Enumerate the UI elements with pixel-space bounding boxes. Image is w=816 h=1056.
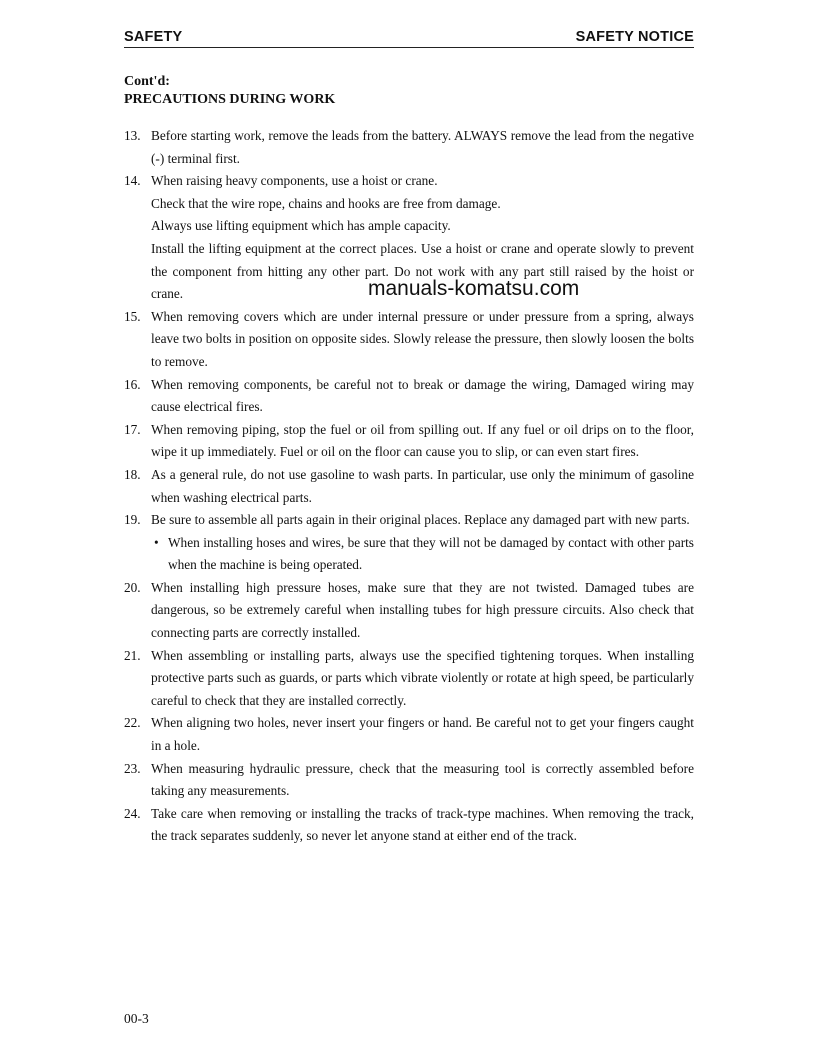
item-text: Before starting work, remove the leads from the battery. ALWAYS remove the lead from the negative (-) terminal first. [151,128,694,166]
list-item [124,577,694,645]
item-number: 17. [124,421,141,437]
item-text: Always use lifting equipment which has ample capacity. [151,218,451,234]
list-item [124,509,694,577]
item-text: When removing piping, stop the fuel or oil from spilling out. If any fuel or oil drips on to the floor, wipe it up immediately. Fuel or oil on the floor can cause you to slip, or can even start fires. [151,421,694,460]
item-number: 21. [124,647,141,663]
list-item [124,464,694,509]
list-item [124,306,694,374]
item-number: 18. [124,466,141,482]
item-text: When aligning two holes, never insert your fingers or hand. Be careful not to get your fingers caught in a hole. [151,715,694,754]
item-text: When removing covers which are under internal pressure or under pressure from a spring, always leave two bolts in position on opposite sides. Slowly release the pressure, then slowly loosen the bolts to remove. [151,308,694,369]
item-number: 24. [124,805,141,821]
item-number: 22. [124,715,141,731]
item-text: When assembling or installing parts, always use the specified tightening torques. When installing protective parts such as guards, or parts which vibrate violently or rotate at high speed, be particularly careful to check that they are installed correctly. [151,647,694,708]
item-text: Take care when removing or installing the tracks of track-type machines. When removing the track, the track separates suddenly, so never let anyone stand at either end of the track. [151,805,694,844]
continued-label: Cont'd: [124,74,170,89]
page-header [124,28,694,48]
item-text: Check that the wire rope, chains and hooks are free from damage. [151,195,501,211]
item-number: 23. [124,760,141,776]
list-item [124,125,694,170]
item-number: 14. [124,173,141,189]
list-item [124,712,694,757]
item-number: 15. [124,308,141,324]
item-text: When measuring hydraulic pressure, check that the measuring tool is correctly assembled before taking any measurements. [151,760,694,799]
item-text: Install the lifting equipment at the correct places. Use a hoist or crane and operate slowly to prevent the component from hitting any other part. Do not work with any part still raised by the hoist or crane. [151,240,694,302]
list-item [124,758,694,803]
bullet-icon: • [154,534,159,550]
item-text: When removing components, be careful not to break or damage the wiring, Damaged wiring may cause electrical fires. [151,376,694,415]
list-item [124,374,694,419]
header-chapter-label: SAFETY NOTICE [575,29,694,45]
item-text: When raising heavy components, use a hoist or crane. [151,173,438,189]
item-number: 20. [124,579,141,595]
item-text: As a general rule, do not use gasoline to wash parts. In particular, use only the minimum of gasoline when washing electrical parts. [151,466,694,505]
header-section-label: SAFETY [124,29,183,45]
bullet-text: When installing hoses and wires, be sure that they will not be damaged by contact with other parts when the machine is being operated. [168,534,694,573]
section-title: PRECAUTIONS DURING WORK [124,92,336,107]
item-number: 16. [124,376,141,392]
page-number: 00-3 [124,1011,149,1026]
item-text: Be sure to assemble all parts again in their original places. Replace any damaged part with new parts. [151,512,690,528]
watermark-text: manuals-komatsu.com [368,277,580,300]
item-text: When installing high pressure hoses, make sure that they are not twisted. Damaged tubes are dangerous, so be extremely careful when installing tubes for high pressure circuits. Also check that connecting parts are correctly installed. [151,579,694,641]
precautions-list [124,125,694,848]
list-item [124,419,694,464]
bullet-item [151,532,694,577]
item-number: 19. [124,512,141,528]
list-item [124,645,694,713]
item-number: 13. [124,128,141,143]
list-item [124,803,694,848]
